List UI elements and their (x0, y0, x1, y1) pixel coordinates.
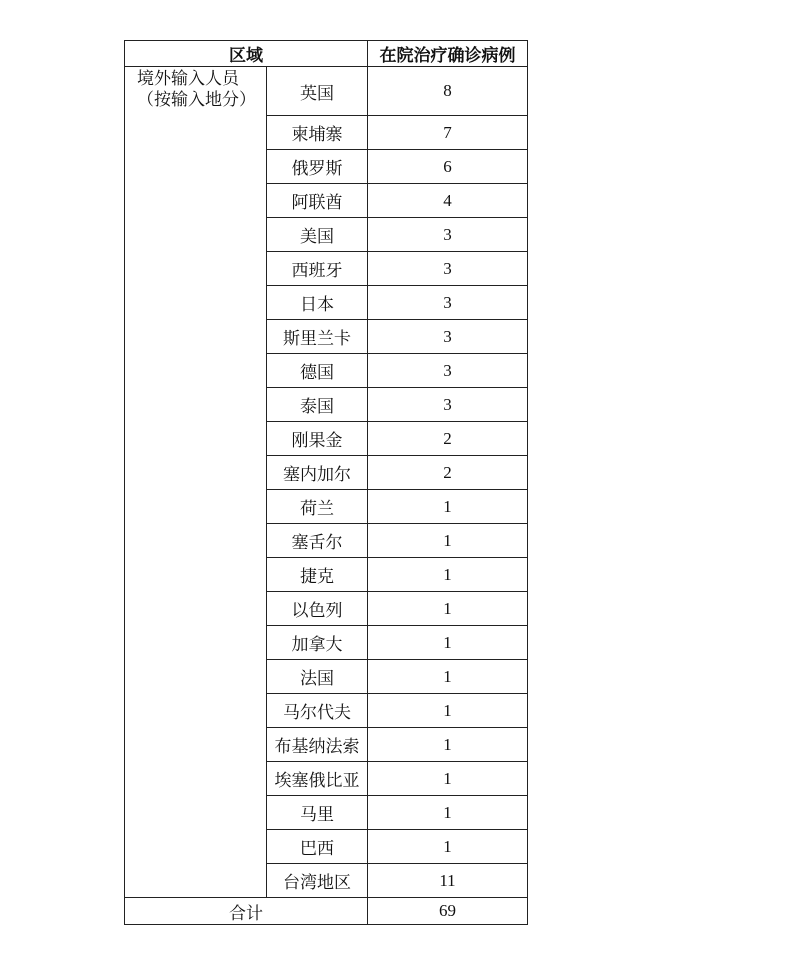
count-cell: 1 (368, 728, 528, 762)
region-group-line1: 境外输入人员 (137, 69, 239, 89)
country-cell: 西班牙 (267, 252, 368, 286)
count-cell: 1 (368, 796, 528, 830)
count-cell: 1 (368, 592, 528, 626)
count-cell: 1 (368, 694, 528, 728)
header-region: 区域 (125, 41, 368, 67)
country-cell: 布基纳法索 (267, 728, 368, 762)
count-cell: 3 (368, 320, 528, 354)
count-cell: 1 (368, 490, 528, 524)
country-cell: 德国 (267, 354, 368, 388)
country-cell: 塞舌尔 (267, 524, 368, 558)
header-cases: 在院治疗确诊病例 (368, 41, 528, 67)
count-cell: 1 (368, 626, 528, 660)
country-cell: 捷克 (267, 558, 368, 592)
total-count: 69 (368, 898, 528, 925)
country-cell: 俄罗斯 (267, 150, 368, 184)
count-cell: 7 (368, 116, 528, 150)
country-cell: 加拿大 (267, 626, 368, 660)
count-cell: 1 (368, 762, 528, 796)
country-cell: 日本 (267, 286, 368, 320)
total-label: 合计 (125, 898, 368, 925)
table-header-row (125, 41, 528, 67)
count-cell: 2 (368, 422, 528, 456)
count-cell: 3 (368, 388, 528, 422)
country-cell: 荷兰 (267, 490, 368, 524)
count-cell: 2 (368, 456, 528, 490)
count-cell: 11 (368, 864, 528, 898)
region-group-cell (125, 67, 267, 898)
count-cell: 6 (368, 150, 528, 184)
count-cell: 4 (368, 184, 528, 218)
country-cell: 巴西 (267, 830, 368, 864)
country-cell: 台湾地区 (267, 864, 368, 898)
cases-table (124, 40, 528, 925)
count-cell: 1 (368, 660, 528, 694)
count-cell: 8 (368, 67, 528, 116)
country-cell: 美国 (267, 218, 368, 252)
count-cell: 3 (368, 354, 528, 388)
total-row (125, 898, 528, 925)
region-group-line2: （按输入地分） (137, 90, 256, 110)
country-cell: 英国 (267, 67, 368, 116)
country-cell: 塞内加尔 (267, 456, 368, 490)
country-cell: 斯里兰卡 (267, 320, 368, 354)
count-cell: 1 (368, 830, 528, 864)
count-cell: 3 (368, 218, 528, 252)
table-body (125, 41, 528, 898)
country-cell: 柬埔寨 (267, 116, 368, 150)
country-cell: 以色列 (267, 592, 368, 626)
country-cell: 泰国 (267, 388, 368, 422)
table-row (125, 67, 528, 116)
count-cell: 1 (368, 524, 528, 558)
country-cell: 马尔代夫 (267, 694, 368, 728)
country-cell: 阿联酋 (267, 184, 368, 218)
count-cell: 3 (368, 252, 528, 286)
country-cell: 埃塞俄比亚 (267, 762, 368, 796)
country-cell: 刚果金 (267, 422, 368, 456)
country-cell: 法国 (267, 660, 368, 694)
count-cell: 3 (368, 286, 528, 320)
count-cell: 1 (368, 558, 528, 592)
country-cell: 马里 (267, 796, 368, 830)
